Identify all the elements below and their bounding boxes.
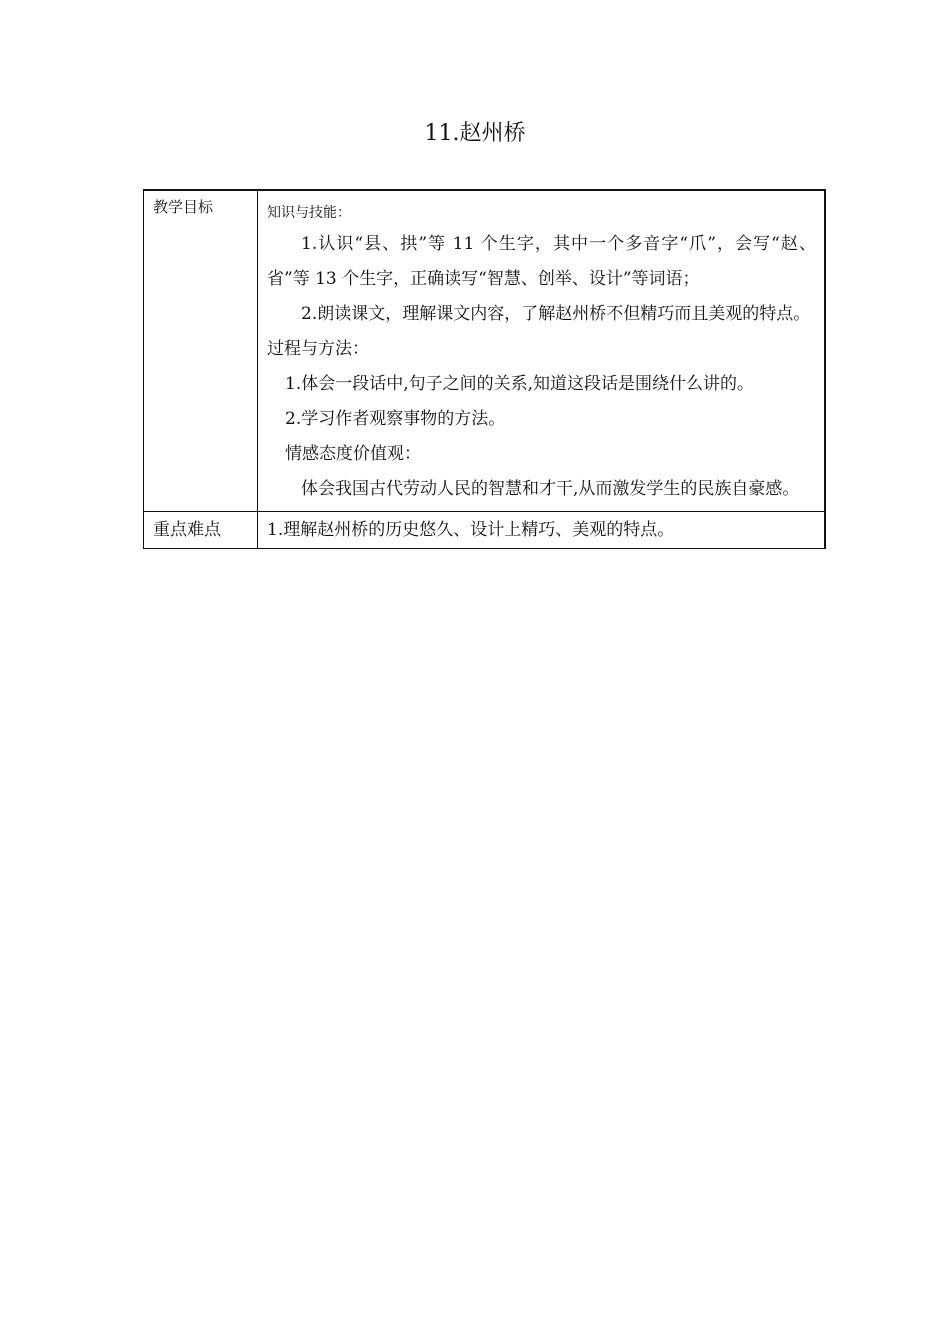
- teaching-goals-label: 教学目标: [144, 190, 258, 512]
- process-item-1: 1.体会一段话中,句子之间的关系,知道这段话是围绕什么讲的。: [285, 374, 755, 394]
- emotion-values-heading: 情感态度价值观：: [285, 444, 421, 464]
- lesson-plan-table: [143, 189, 826, 549]
- table-row-key-difficulties: [144, 512, 826, 549]
- page-title: 11.赵州桥: [424, 121, 526, 146]
- knowledge-item-1: 1.认识“县、拱”等 11 个生字，其中一个多音字“爪”，会写“赵、省”等 13 个生字，正确读写“智慧、创举、设计”等词语；: [267, 234, 816, 289]
- knowledge-item-2: 2.朗读课文，理解课文内容，了解赵州桥不但精巧而且美观的特点。: [301, 304, 811, 324]
- table-row-teaching-goals: [144, 190, 826, 512]
- key-difficulties-content: 1.理解赵州桥的历史悠久、设计上精巧、美观的特点。: [258, 512, 826, 549]
- knowledge-skills-heading: 知识与技能：: [267, 205, 351, 221]
- key-difficulties-label: 重点难点: [144, 512, 258, 549]
- process-methods-heading: 过程与方法：: [267, 339, 369, 359]
- process-item-2: 2.学习作者观察事物的方法。: [285, 409, 506, 429]
- teaching-goals-content: [258, 190, 826, 512]
- emotion-values-text: 体会我国古代劳动人民的智慧和才干,从而激发学生的民族自豪感。: [301, 479, 800, 499]
